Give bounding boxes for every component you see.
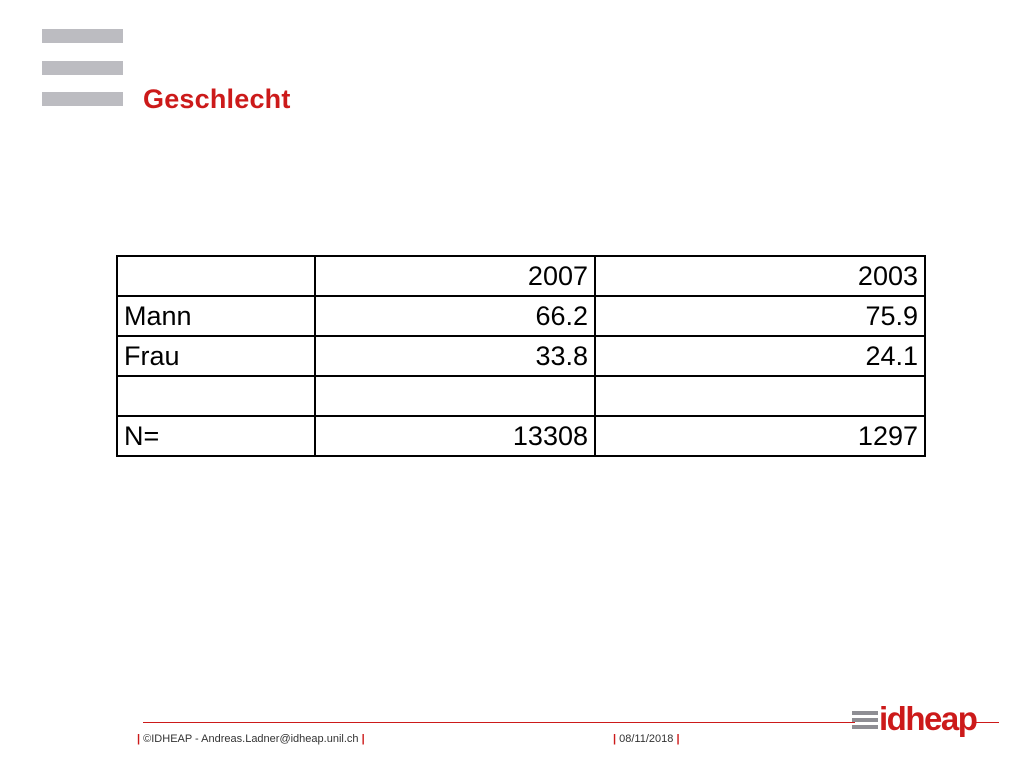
footer-separator: | [676,733,680,745]
table-cell: Mann [117,296,315,336]
table-cell: 24.1 [595,336,925,376]
table-row [117,376,925,416]
footer-separator: | [613,733,617,745]
table-cell [117,256,315,296]
footer-date-text: 08/11/2018 [619,733,674,745]
table-cell: Frau [117,336,315,376]
decor-bar-top [42,29,123,43]
table-row [117,336,925,376]
logo-text: idheap [879,700,977,737]
decor-bar-bottom [42,92,123,106]
table-cell: 2007 [315,256,595,296]
footer-credit-text: ©IDHEAP - Andreas.Ladner@idheap.unil.ch [143,733,359,745]
footer-separator: | [361,733,365,745]
footer-divider [143,722,855,723]
footer-credit [137,733,365,745]
table-cell: 75.9 [595,296,925,336]
slide-title: Geschlecht [143,84,291,114]
table-cell: 2003 [595,256,925,296]
table-cell [595,376,925,416]
decor-bar-middle [42,61,123,75]
table-row [117,416,925,456]
data-table [116,255,926,457]
table-cell [315,376,595,416]
table-cell: N= [117,416,315,456]
logo-lines-icon [852,711,878,731]
table-header-row [117,256,925,296]
footer-date [613,733,680,745]
table-cell: 1297 [595,416,925,456]
footer-separator: | [137,733,141,745]
table-row [117,296,925,336]
footer-divider-right [975,722,999,723]
table-cell: 13308 [315,416,595,456]
table-cell: 66.2 [315,296,595,336]
table-cell [117,376,315,416]
table-cell: 33.8 [315,336,595,376]
idheap-logo [852,700,977,742]
